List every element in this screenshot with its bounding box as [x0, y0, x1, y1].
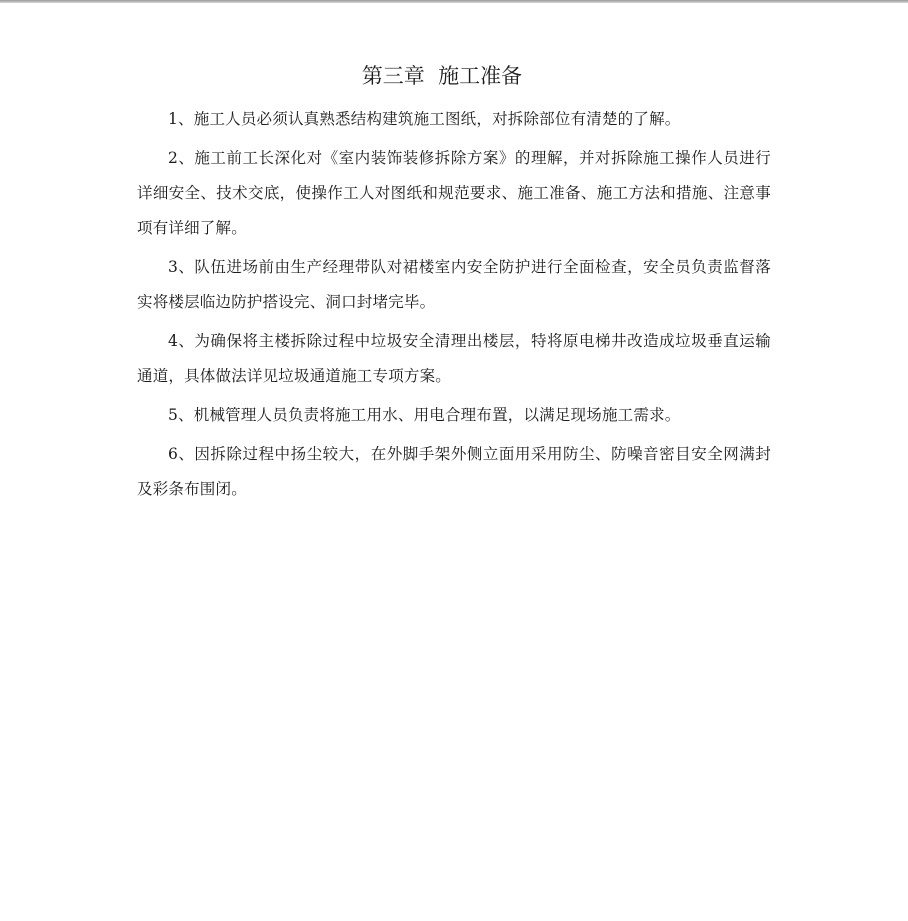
- paragraph-1: 1、施工人员必须认真熟悉结构建筑施工图纸，对拆除部位有清楚的了解。: [168, 110, 681, 128]
- paragraph-4: 4、为确保将主楼拆除过程中垃圾安全清理出楼层，特将原电梯井改造成垃圾垂直运输通道，具体做法详见垃圾通道施工专项方案。: [137, 332, 771, 385]
- chapter-title: 第三章 施工准备: [361, 64, 523, 88]
- paragraph-2: 2、施工前工长深化对《室内装饰装修拆除方案》的理解，并对拆除施工操作人员进行详细安全、技术交底，使操作工人对图纸和规范要求、施工准备、施工方法和措施、注意事项有详细了解。: [137, 149, 771, 237]
- document-body: [137, 60, 771, 511]
- paragraph-3: 3、队伍进场前由生产经理带队对裙楼室内安全防护进行全面检查，安全员负责监督落实将楼层临边防护搭设完、洞口封堵完毕。: [137, 258, 771, 311]
- page-top-border: [0, 0, 908, 3]
- paragraph-5: 5、机械管理人员负责将施工用水、用电合理布置，以满足现场施工需求。: [168, 406, 681, 424]
- paragraph-6: 6、因拆除过程中扬尘较大，在外脚手架外侧立面用采用防尘、防噪音密目安全网满封及彩条布围闭。: [137, 445, 771, 498]
